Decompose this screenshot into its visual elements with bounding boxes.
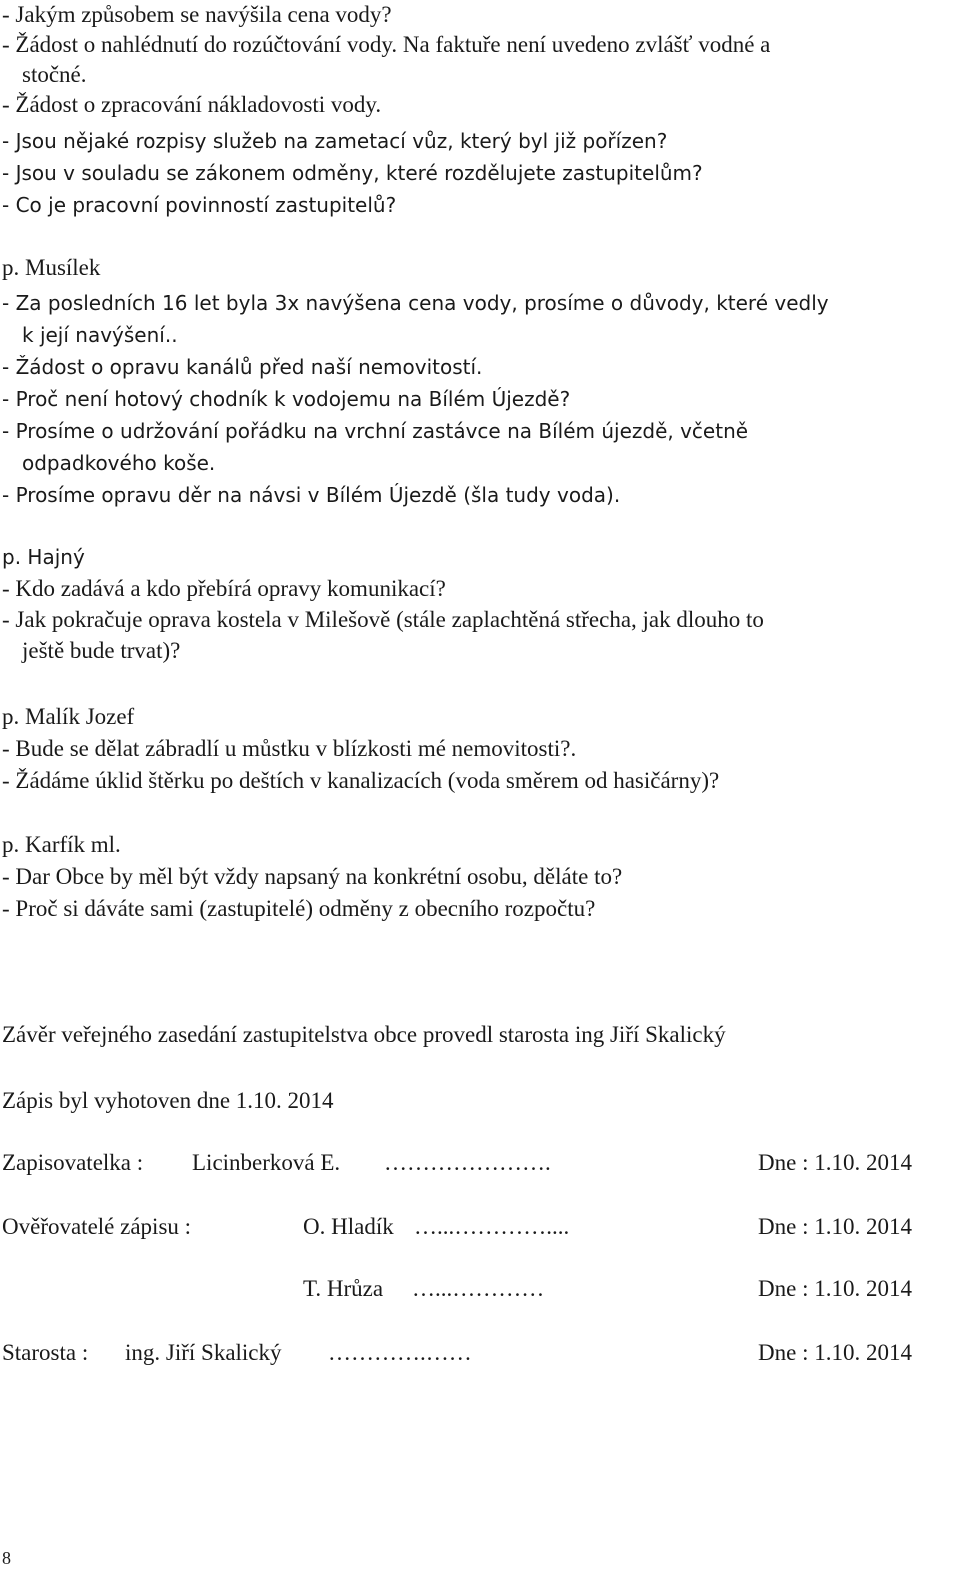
signature-date: Dne : 1.10. 2014 [758, 1276, 912, 1301]
question-line: - Jakým způsobem se navýšila cena vody? [2, 2, 392, 27]
signature-date: Dne : 1.10. 2014 [758, 1340, 912, 1365]
question-line: - Žádost o nahlédnutí do rozúčtování vody. Na faktuře není uvedeno zvlášť vodné a [2, 32, 771, 57]
question-line: - Proč není hotový chodník k vodojemu na Bílém Újezdě? [2, 387, 571, 411]
speaker-name: p. Musílek [2, 255, 101, 280]
speaker-name: p. Hajný [2, 545, 85, 569]
signature-date: Dne : 1.10. 2014 [758, 1214, 912, 1239]
signature-label: Ověřovatelé zápisu : [2, 1214, 192, 1239]
question-line: - Prosíme o udržování pořádku na vrchní zastávce na Bílém újezdě, včetně [2, 419, 749, 443]
question-line: k její navýšení.. [22, 323, 178, 347]
question-line: - Bude se dělat zábradlí u můstku v blízkosti mé nemovitosti?. [2, 736, 577, 761]
question-line: - Kdo zadává a kdo přebírá opravy komunikací? [2, 576, 446, 601]
page-number: 8 [2, 1548, 11, 1568]
question-line: - Jsou nějaké rozpisy služeb na zametací vůz, který byl již pořízen? [2, 129, 668, 153]
question-line: - Za posledních 16 let byla 3x navýšena cena vody, prosíme o důvody, které vedly [2, 291, 829, 315]
signature-label: Starosta : [2, 1340, 89, 1365]
signature-name: O. Hladík [303, 1214, 394, 1239]
question-line: - Co je pracovní povinností zastupitelů? [2, 193, 397, 217]
question-line: - Žádáme úklid štěrku po deštích v kanalizacích (voda směrem od hasičárny)? [2, 768, 720, 793]
question-line: ještě bude trvat)? [22, 638, 181, 663]
speaker-name: p. Malík Jozef [2, 704, 135, 729]
conclusion-text: Závěr veřejného zasedání zastupitelstva obce provedl starosta ing Jiří Skalický [2, 1022, 726, 1047]
signature-label: Zapisovatelka : [2, 1150, 144, 1175]
signature-name: ing. Jiří Skalický [125, 1340, 282, 1365]
signature-dots: …...………….... [414, 1214, 570, 1239]
minutes-date-text: Zápis byl vyhotoven dne 1.10. 2014 [2, 1088, 334, 1113]
question-line: - Žádost o opravu kanálů před naší nemovitostí. [2, 355, 483, 379]
signature-name: Licinberková E. [192, 1150, 341, 1175]
signature-dots: …………………. [384, 1150, 551, 1175]
question-line: - Jsou v souladu se zákonem odměny, které rozdělujete zastupitelům? [2, 161, 703, 185]
question-line: stočné. [22, 62, 87, 87]
signature-date: Dne : 1.10. 2014 [758, 1150, 912, 1175]
signature-dots: …...………… [412, 1276, 545, 1301]
question-line: - Žádost o zpracování nákladovosti vody. [2, 92, 382, 117]
question-line: - Prosíme opravu děr na návsi v Bílém Újezdě (šla tudy voda). [2, 483, 621, 507]
speaker-name: p. Karfík ml. [2, 832, 121, 857]
signature-dots: ………….…… [328, 1340, 472, 1365]
question-line: - Dar Obce by měl být vždy napsaný na konkrétní osobu, děláte to? [2, 864, 623, 889]
question-line: - Jak pokračuje oprava kostela v Milešově (stále zaplachtěná střecha, jak dlouho to [2, 607, 764, 632]
question-line: odpadkového koše. [22, 451, 216, 475]
question-line: - Proč si dáváte sami (zastupitelé) odměny z obecního rozpočtu? [2, 896, 596, 921]
signature-name: T. Hrůza [303, 1276, 384, 1301]
